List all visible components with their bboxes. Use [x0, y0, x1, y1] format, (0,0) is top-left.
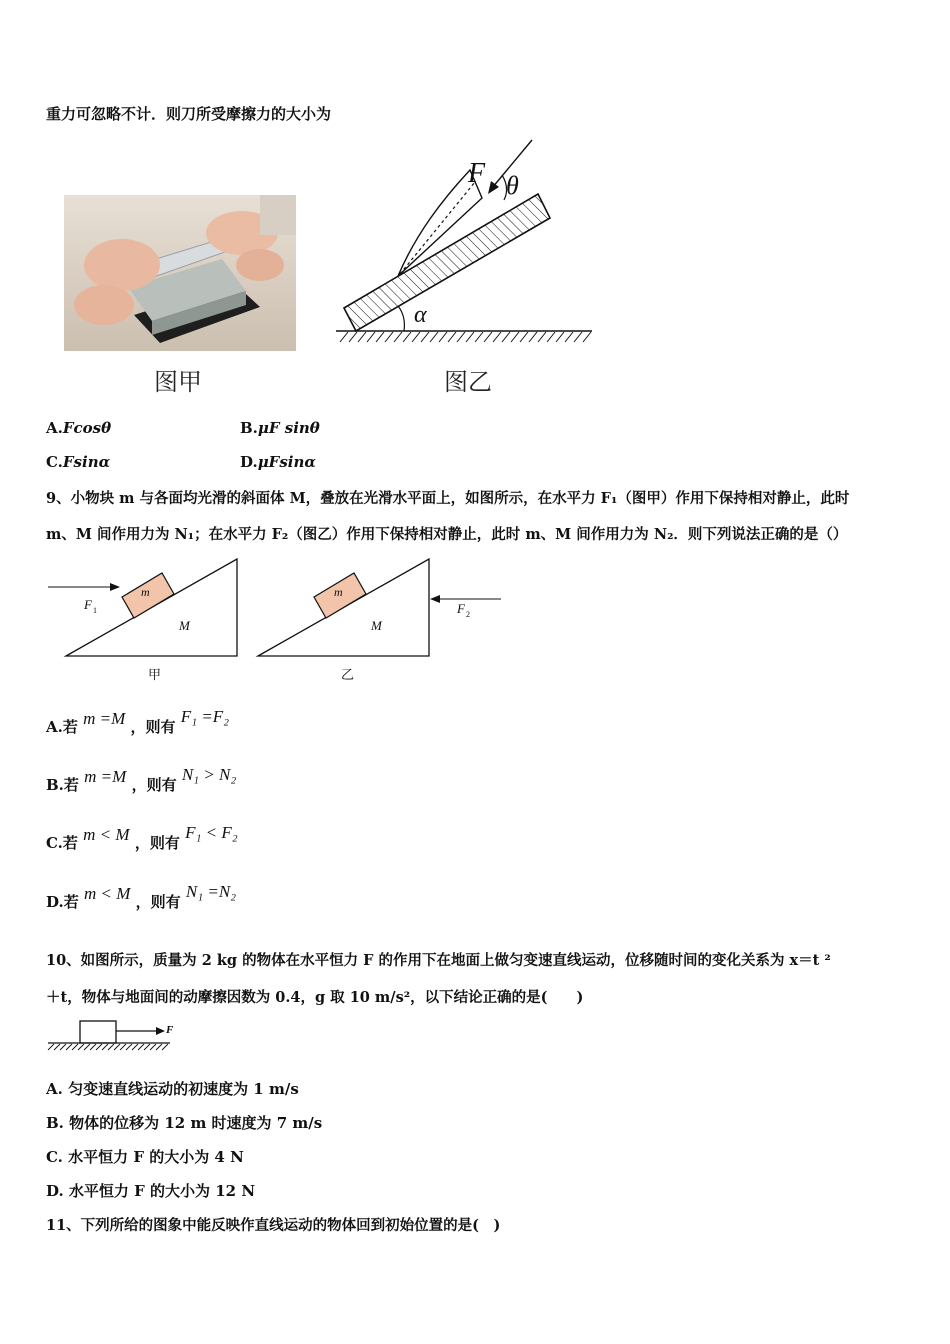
q10-option-a: A. 匀变速直线运动的初速度为 1 m/s	[46, 1080, 299, 1098]
intro-line: 重力可忽略不计．则刀所受摩擦力的大小为	[46, 105, 332, 123]
q9-line1: 9、小物块 m 与各面均光滑的斜面体 M，叠放在光滑水平面上，如图所示，在水平力 F₁（图甲）作用下保持相对静止，此时	[46, 490, 850, 507]
knife-sharpening-photo	[64, 195, 296, 351]
q9-option-d: D.若 m < M ，则有 N₁ =N₂	[46, 882, 237, 911]
svg-text:M: M	[179, 618, 190, 633]
q9-option-a: A.若 m =M ，则有 F₁ =F₂	[46, 707, 230, 736]
svg-text:甲: 甲	[148, 668, 162, 683]
label-F: F	[468, 158, 486, 189]
q10-option-b: B. 物体的位移为 12 m 时速度为 7 m/s	[46, 1114, 323, 1132]
q11-line1: 11、下列所给的图象中能反映作直线运动的物体回到初始位置的是( )	[46, 1217, 501, 1234]
knife-force-diagram	[330, 130, 600, 350]
label-alpha: α	[414, 302, 427, 328]
q10-option-c: C. 水平恒力 F 的大小为 4 N	[46, 1148, 244, 1166]
q10-line1: 10、如图所示，质量为 2 kg 的物体在水平恒力 F 的作用下在地面上做匀变速直线运动，位移随时间的变化关系为 x＝t ²	[46, 952, 831, 969]
q8-option-c: C.Fsinα	[46, 453, 111, 471]
q9-line2: m、M 间作用力为 N₁；在水平力 F₂（图乙）作用下保持相对静止，此时 m、M 间作用力为 N₂．则下列说法正确的是（）	[46, 526, 848, 543]
label-theta: θ	[506, 171, 519, 200]
svg-text:F: F	[166, 1024, 174, 1036]
alpha-arc	[398, 306, 404, 331]
svg-text:1: 1	[93, 606, 97, 615]
svg-text:2: 2	[466, 610, 470, 619]
svg-text:F: F	[457, 601, 465, 616]
svg-text:M: M	[371, 618, 382, 633]
caption-right: 图乙	[444, 368, 492, 396]
q8-option-a: A.Fcosθ	[46, 419, 112, 437]
q10-block-figure	[44, 1015, 179, 1055]
q9-incline-figure	[44, 555, 514, 690]
svg-text:m: m	[141, 585, 150, 599]
block	[80, 1021, 116, 1043]
svg-text:m: m	[334, 585, 343, 599]
svg-text:F: F	[84, 597, 92, 612]
q10-line2: ＋t，物体与地面间的动摩擦因数为 0.4，g 取 10 m/s²，以下结论正确的是( )	[46, 989, 584, 1006]
q9-option-b: B.若 m =M ，则有 N₁ > N₂	[46, 765, 237, 794]
q8-option-d: D.μFsinα	[240, 453, 316, 471]
q9-option-c: C.若 m < M ，则有 F₁ < F₂	[46, 823, 238, 852]
caption-left: 图甲	[154, 368, 202, 396]
svg-text:乙: 乙	[341, 668, 355, 683]
q8-option-b: B.μF sinθ	[240, 419, 320, 437]
q10-option-d: D. 水平恒力 F 的大小为 12 N	[46, 1182, 256, 1200]
